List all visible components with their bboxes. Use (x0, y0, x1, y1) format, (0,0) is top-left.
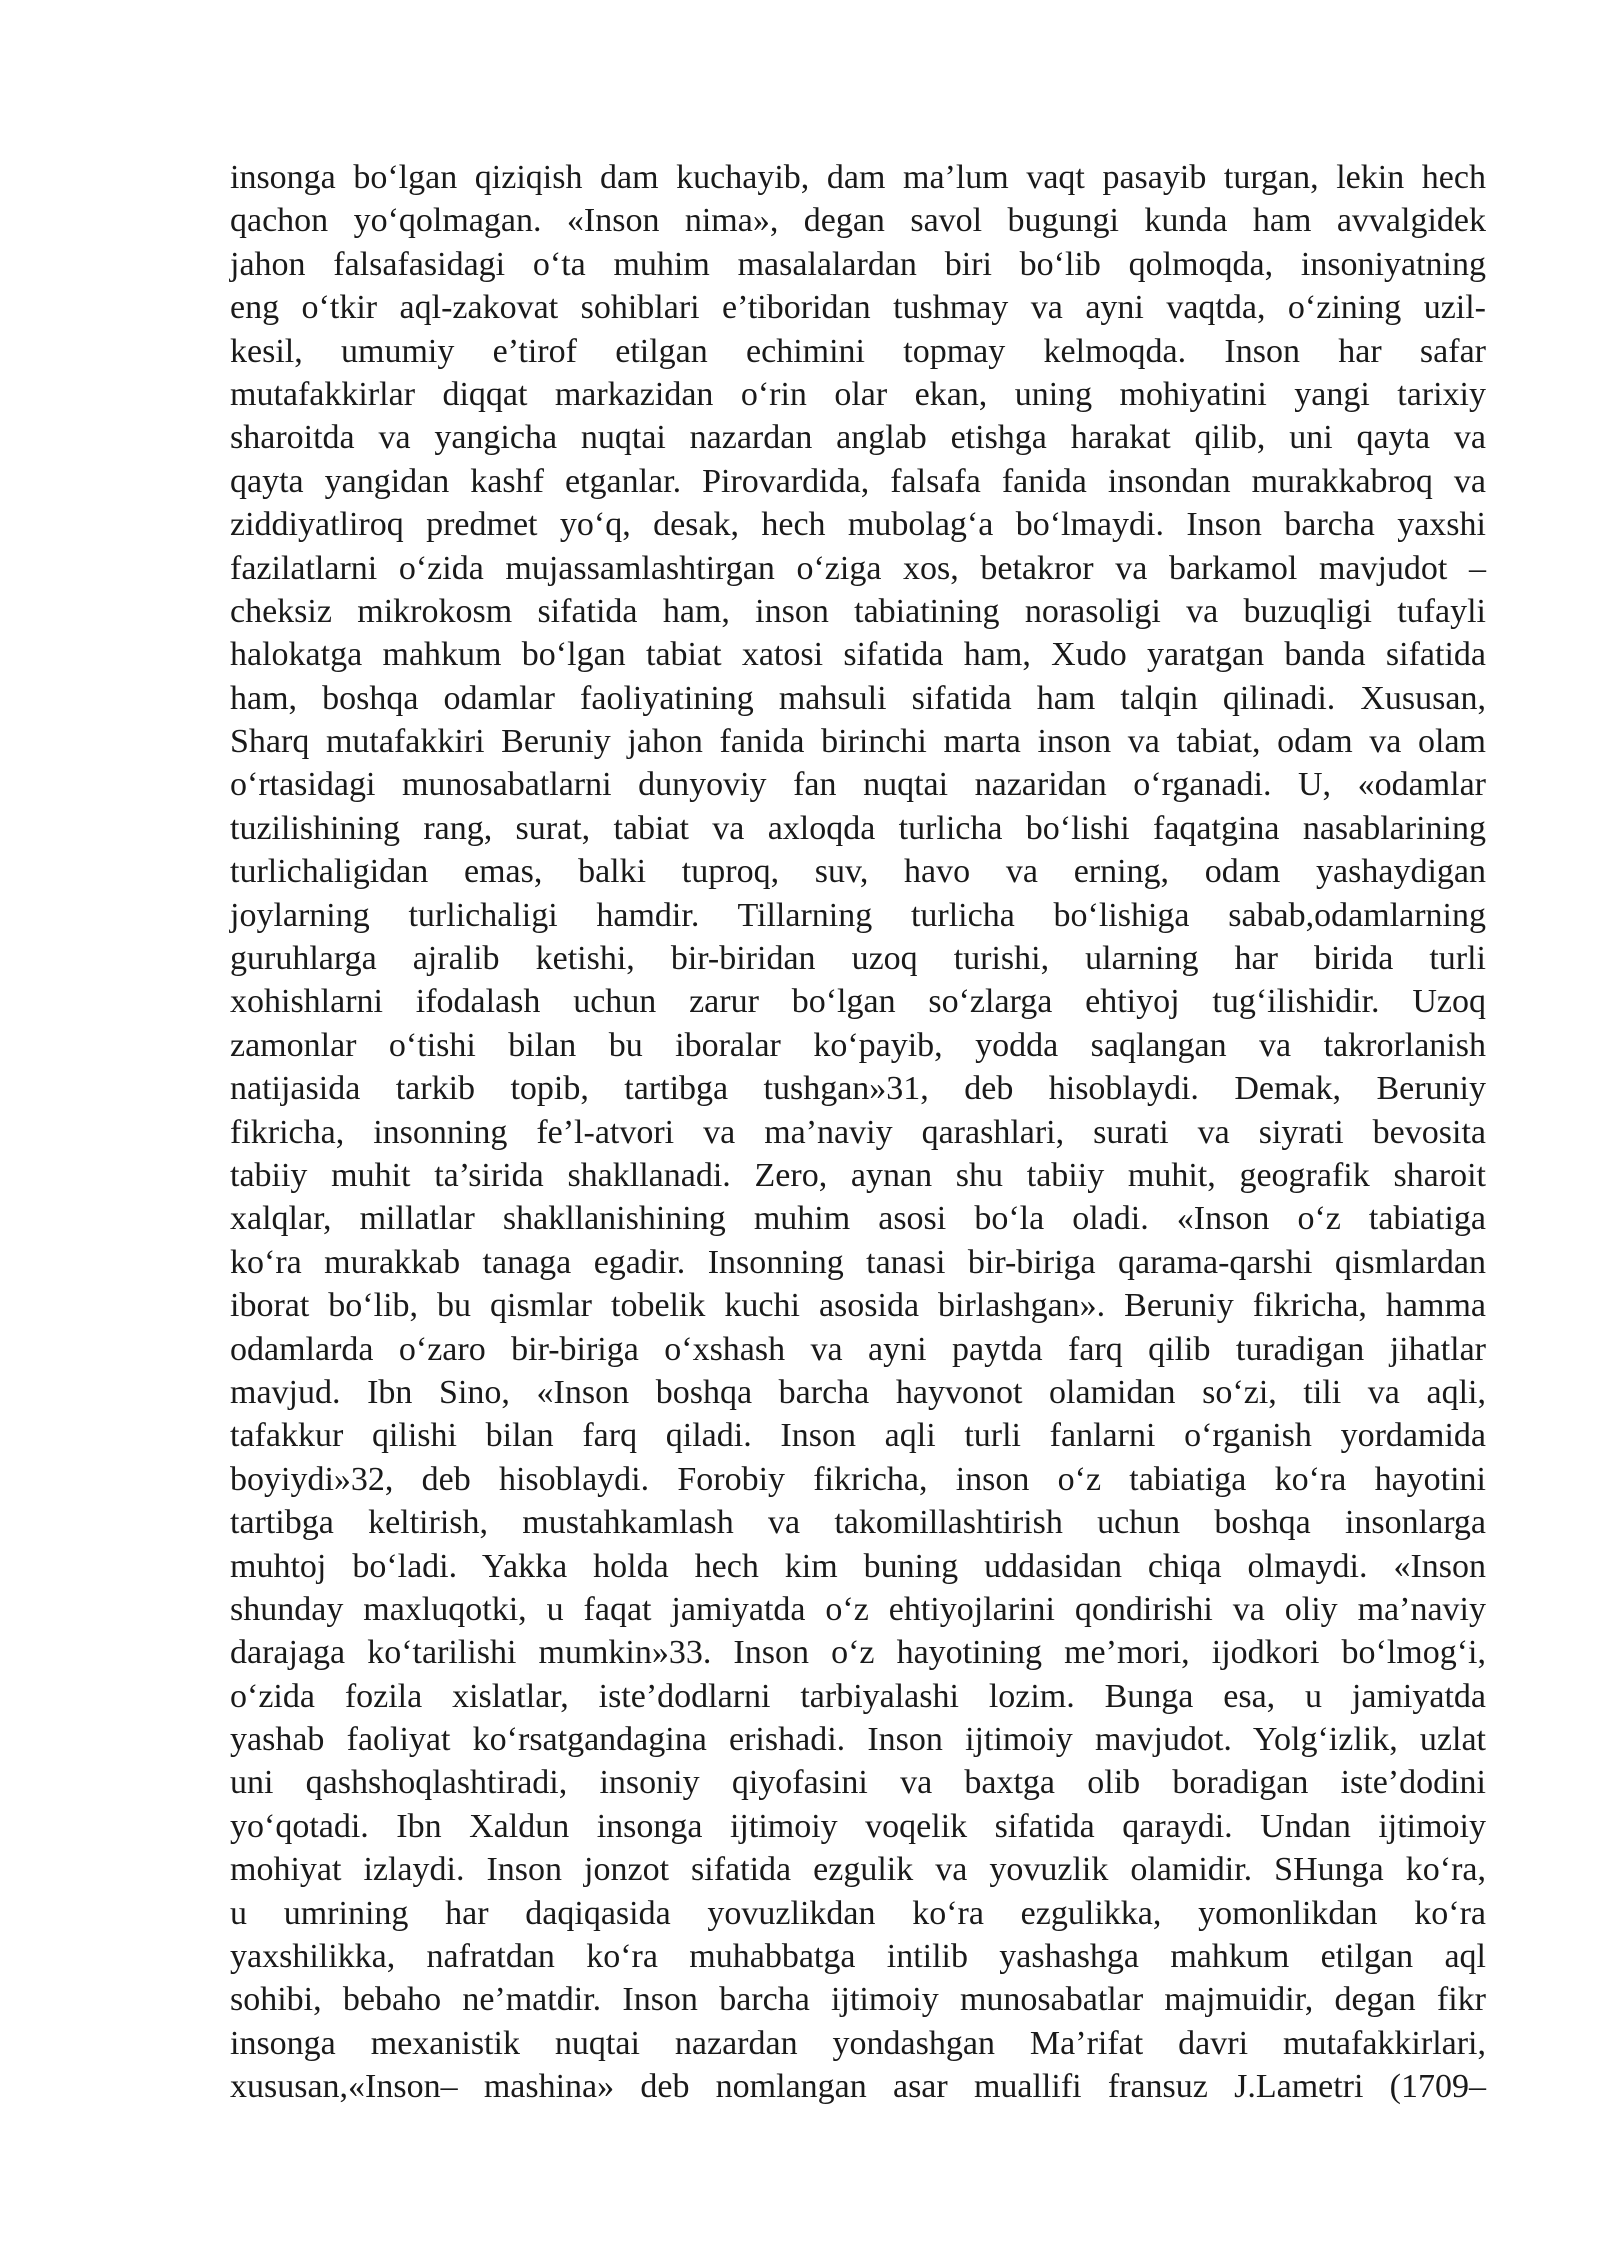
text-line: cheksiz mikrokosm sifatida ham, inson tabiatining norasoligi va buzuqligi tufayli (230, 592, 1486, 630)
text-line: ziddiyatliroq predmet yo‘q, desak, hech mubolag‘a bo‘lmaydi. Inson barcha yaxshi (230, 506, 1486, 544)
text-line: tuzilishining rang, surat, tabiat va axloqda turlicha bo‘lishi faqatgina nasablarining (230, 809, 1486, 847)
text-line: boyiydi»32, deb hisoblaydi. Forobiy fikricha, inson o‘z tabiatiga ko‘ra hayotini (230, 1460, 1486, 1498)
text-line: insonga mexanistik nuqtai nazardan yondashgan Ma’rifat davri mutafakkirlari, (230, 2024, 1486, 2062)
text-line: odamlarda o‘zaro bir-biriga o‘xshash va ayni paytda farq qilib turadigan jihatlar (230, 1330, 1486, 1368)
text-line: qachon yo‘qolmagan. «Inson nima», degan savol bugungi kunda ham avvalgidek (230, 202, 1486, 240)
text-line: halokatga mahkum bo‘lgan tabiat xatosi sifatida ham, Xudo yaratgan banda sifatida (230, 636, 1486, 674)
text-line: mavjud. Ibn Sino, «Inson boshqa barcha hayvonot olamidan so‘zi, tili va aqli, (230, 1373, 1486, 1411)
text-line: darajaga ko‘tarilishi mumkin»33. Inson o‘z hayotining me’mori, ijodkori bo‘lmog‘i, (230, 1634, 1486, 1672)
body-text (230, 156, 1486, 2109)
text-line: qayta yangidan kashf etganlar. Pirovardida, falsafa fanida insondan murakkabroq va (230, 462, 1486, 500)
text-line: yaxshilikka, nafratdan ko‘ra muhabbatga intilib yashashga mahkum etilgan aql (230, 1938, 1486, 1976)
text-line: u umrining har daqiqasida yovuzlikdan ko‘ra ezgulikka, yomonlikdan ko‘ra (230, 1894, 1486, 1932)
text-line: yashab faoliyat ko‘rsatgandagina erishadi. Inson ijtimoiy mavjudot. Yolg‘izlik, uzlat (230, 1721, 1486, 1759)
text-line: xalqlar, millatlar shakllanishining muhim asosi bo‘la oladi. «Inson o‘z tabiatiga (230, 1200, 1486, 1238)
text-line: ham, boshqa odamlar faoliyatining mahsuli sifatida ham talqin qilinadi. Xususan, (230, 679, 1486, 717)
text-line: o‘zida fozila xislatlar, iste’dodlarni tarbiyalashi lozim. Bunga esa, u jamiyatda (230, 1677, 1486, 1715)
text-line: kesil, umumiy e’tirof etilgan echimini topmay kelmoqda. Inson har safar (230, 332, 1486, 370)
text-line: Sharq mutafakkiri Beruniy jahon fanida birinchi marta inson va tabiat, odam va olam (230, 723, 1486, 761)
text-line: turlichaligidan emas, balki tuproq, suv, havo va erning, odam yashaydigan (230, 853, 1486, 891)
text-line: sharoitda va yangicha nuqtai nazardan anglab etishga harakat qilib, uni qayta va (230, 419, 1486, 457)
text-line: iborat bo‘lib, bu qismlar tobelik kuchi asosida birlashgan». Beruniy fikricha, hamma (230, 1287, 1486, 1325)
text-line: zamonlar o‘tishi bilan bu iboralar ko‘payib, yodda saqlangan va takrorlanish (230, 1026, 1486, 1064)
text-line: shunday maxluqotki, u faqat jamiyatda o‘z ehtiyojlarini qondirishi va oliy ma’naviy (230, 1590, 1486, 1628)
text-line: natijasida tarkib topib, tartibga tushgan»31, deb hisoblaydi. Demak, Beruniy (230, 1070, 1486, 1108)
text-line: guruhlarga ajralib ketishi, bir-biridan uzoq turishi, ularning har birida turli (230, 940, 1486, 978)
text-line: o‘rtasidagi munosabatlarni dunyoviy fan nuqtai nazaridan o‘rganadi. U, «odamlar (230, 766, 1486, 804)
text-line: uni qashshoqlashtiradi, insoniy qiyofasini va baxtga olib boradigan iste’dodini (230, 1764, 1486, 1802)
text-line: eng o‘tkir aql-zakovat sohiblari e’tiboridan tushmay va ayni vaqtda, o‘zining uzil- (230, 289, 1486, 327)
text-line: insonga bo‘lgan qiziqish dam kuchayib, dam ma’lum vaqt pasayib turgan, lekin hech (230, 159, 1486, 196)
text-line: ko‘ra murakkab tanaga egadir. Insonning tanasi bir-biriga qarama-qarshi qismlardan (230, 1243, 1486, 1281)
text-line: mohiyat izlaydi. Inson jonzot sifatida ezgulik va yovuzlik olamidir. SHunga ko‘ra, (230, 1851, 1486, 1889)
text-line: tafakkur qilishi bilan farq qiladi. Inson aqli turli fanlarni o‘rganish yordamida (230, 1417, 1486, 1455)
text-line: yo‘qotadi. Ibn Xaldun insonga ijtimoiy voqelik sifatida qaraydi. Undan ijtimoiy (230, 1807, 1486, 1845)
text-line: muhtoj bo‘ladi. Yakka holda hech kim buning uddasidan chiqa olmaydi. «Inson (230, 1547, 1486, 1585)
text-line: tartibga keltirish, mustahkamlash va takomillashtirish uchun boshqa insonlarga (230, 1504, 1486, 1542)
text-line: sohibi, bebaho ne’matdir. Inson barcha ijtimoiy munosabatlar majmuidir, degan fikr (230, 1981, 1486, 2019)
text-line: mutafakkirlar diqqat markazidan o‘rin olar ekan, uning mohiyatini yangi tarixiy (230, 375, 1486, 413)
text-line: fikricha, insonning fe’l-atvori va ma’naviy qarashlari, surati va siyrati bevosita (230, 1113, 1486, 1151)
text-line: fazilatlarni o‘zida mujassamlashtirgan o‘ziga xos, betakror va barkamol mavjudot – (230, 549, 1486, 587)
text-line: joylarning turlichaligi hamdir. Tillarning turlicha bo‘lishiga sabab,odamlarning (230, 896, 1486, 934)
text-line: jahon falsafasidagi o‘ta muhim masalalardan biri bo‘lib qolmoqda, insoniyatning (230, 245, 1486, 283)
text-line: tabiiy muhit ta’sirida shakllanadi. Zero, aynan shu tabiiy muhit, geografik sharoit (230, 1156, 1486, 1194)
text-line: xohishlarni ifodalash uchun zarur bo‘lgan so‘zlarga ehtiyoj tug‘ilishidir. Uzoq (230, 983, 1486, 1021)
text-line: xususan,«Inson– mashina» deb nomlangan asar muallifi fransuz J.Lametri (1709– (230, 2068, 1486, 2106)
